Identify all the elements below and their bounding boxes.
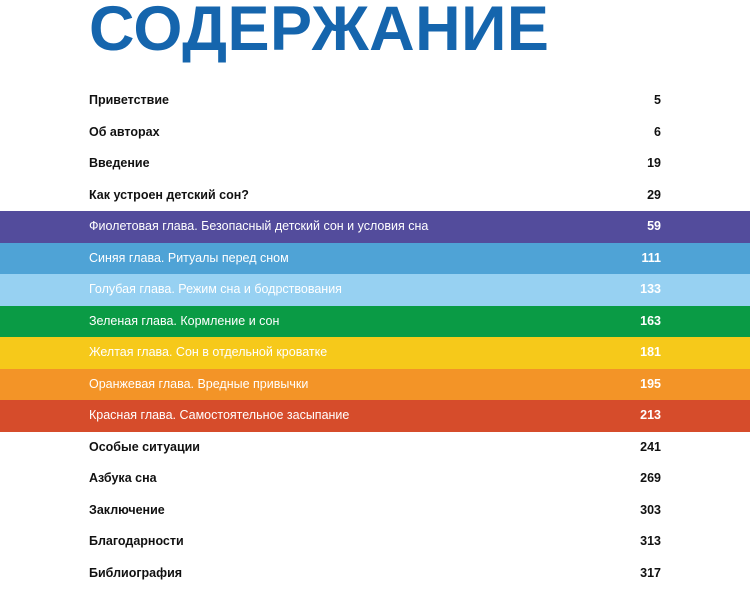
toc-item-label: Оранжевая глава. Вредные привычки — [89, 369, 308, 401]
toc-row-sleep-alphabet — [0, 463, 750, 495]
toc-item-label: Об авторах — [89, 117, 160, 149]
toc-item-page: 269 — [640, 463, 661, 495]
toc-row-conclusion — [0, 495, 750, 527]
toc-item-page: 133 — [640, 274, 661, 306]
toc-row-special-situations — [0, 432, 750, 464]
toc-item-label: Синяя глава. Ритуалы перед сном — [89, 243, 289, 275]
toc-item-page: 111 — [642, 243, 661, 275]
toc-row-introduction — [0, 148, 750, 180]
toc-item-label: Благодарности — [89, 526, 184, 558]
toc-item-label: Приветствие — [89, 85, 169, 117]
toc-item-page: 29 — [647, 180, 661, 212]
toc-row-violet-chapter — [0, 211, 750, 243]
toc-item-page: 59 — [647, 211, 661, 243]
toc-item-page: 181 — [640, 337, 661, 369]
toc-item-page: 313 — [640, 526, 661, 558]
toc-item-page: 163 — [640, 306, 661, 338]
toc-item-label: Фиолетовая глава. Безопасный детский сон и условия сна — [89, 211, 428, 243]
toc-item-label: Библиография — [89, 558, 182, 589]
toc-item-label: Красная глава. Самостоятельное засыпание — [89, 400, 349, 432]
toc-item-page: 241 — [640, 432, 661, 464]
toc-item-label: Введение — [89, 148, 150, 180]
toc-item-page: 5 — [654, 85, 661, 117]
toc-row-bibliography — [0, 558, 750, 589]
toc-row-yellow-chapter — [0, 337, 750, 369]
toc-row-light-blue-chapter — [0, 274, 750, 306]
toc-row-acknowledgements — [0, 526, 750, 558]
toc-row-green-chapter — [0, 306, 750, 338]
toc-item-label: Заключение — [89, 495, 165, 527]
toc-row-how-sleep-works — [0, 180, 750, 212]
toc-item-page: 195 — [640, 369, 661, 401]
toc-row-greeting — [0, 85, 750, 117]
table-of-contents — [0, 85, 750, 589]
toc-item-page: 6 — [654, 117, 661, 149]
toc-row-red-chapter — [0, 400, 750, 432]
toc-row-orange-chapter — [0, 369, 750, 401]
page-title: СОДЕРЖАНИЕ — [89, 0, 549, 64]
toc-item-page: 213 — [640, 400, 661, 432]
toc-item-page: 317 — [640, 558, 661, 589]
toc-item-label: Особые ситуации — [89, 432, 200, 464]
toc-item-page: 19 — [647, 148, 661, 180]
toc-row-blue-chapter — [0, 243, 750, 275]
toc-row-authors — [0, 117, 750, 149]
toc-item-label: Азбука сна — [89, 463, 157, 495]
toc-item-page: 303 — [640, 495, 661, 527]
toc-item-label: Голубая глава. Режим сна и бодрствования — [89, 274, 342, 306]
toc-item-label: Желтая глава. Сон в отдельной кроватке — [89, 337, 327, 369]
toc-item-label: Зеленая глава. Кормление и сон — [89, 306, 279, 338]
toc-item-label: Как устроен детский сон? — [89, 180, 249, 212]
